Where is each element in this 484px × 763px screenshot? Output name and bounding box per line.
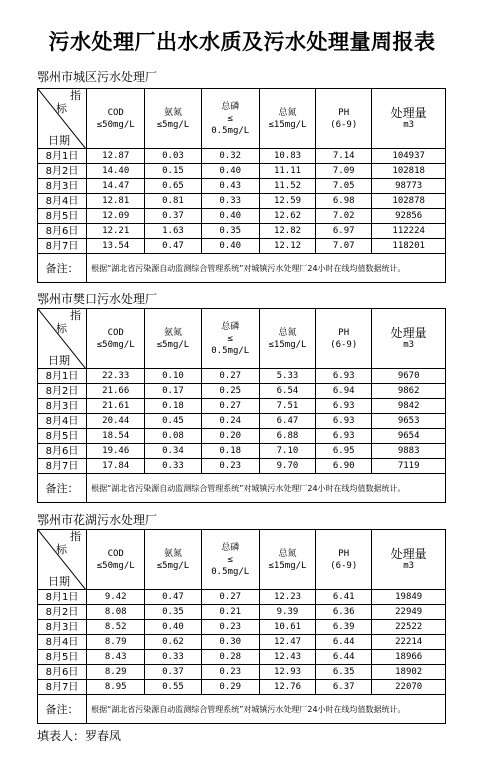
tn-cell: 12.43 — [259, 650, 315, 665]
volume-cell: 9653 — [372, 414, 446, 429]
note-text: 根据“湖北省污染源自动监测综合管理系统”对城镇污水处理厂24小时在线均值数据统计。 — [87, 695, 446, 724]
note-row — [38, 474, 446, 503]
volume-cell: 92856 — [372, 209, 446, 224]
nh3-label: 氨氮 — [163, 327, 182, 338]
header-volume — [372, 530, 446, 590]
ph-range: (6-9) — [330, 119, 358, 130]
tp-cell: 0.35 — [201, 224, 259, 239]
tp-label: 总磷 — [221, 542, 240, 553]
nh3-cell: 0.03 — [145, 149, 201, 164]
volume-cell: 22949 — [372, 605, 446, 620]
tp-cell: 0.40 — [201, 164, 259, 179]
header-row — [38, 530, 446, 590]
volume-unit: m3 — [403, 339, 415, 350]
cod-cell: 22.33 — [87, 369, 145, 384]
volume-cell: 118201 — [372, 239, 446, 254]
header-tn — [259, 309, 315, 369]
ph-range: (6-9) — [330, 339, 358, 350]
cod-limit: ≤50mg/L — [96, 560, 135, 571]
nh3-cell: 0.34 — [145, 444, 201, 459]
cod-limit: ≤50mg/L — [96, 119, 135, 130]
date-cell: 8月2日 — [38, 384, 87, 399]
header-row — [38, 309, 446, 369]
header-cod — [87, 89, 145, 149]
date-cell: 8月1日 — [38, 149, 87, 164]
tp-limit: 0.5mg/L — [211, 125, 250, 136]
tp-cell: 0.28 — [201, 650, 259, 665]
header-tn — [259, 89, 315, 149]
cod-cell: 19.46 — [87, 444, 145, 459]
nh3-cell: 1.63 — [145, 224, 201, 239]
tp-cell: 0.24 — [201, 414, 259, 429]
ph-cell: 6.95 — [316, 444, 372, 459]
table-row — [38, 224, 446, 239]
tn-cell: 12.47 — [259, 635, 315, 650]
cod-cell: 9.42 — [87, 590, 145, 605]
volume-cell: 9654 — [372, 429, 446, 444]
tn-cell: 12.12 — [259, 239, 315, 254]
cod-cell: 14.47 — [87, 179, 145, 194]
nh3-cell: 0.33 — [145, 650, 201, 665]
section-title: 鄂州市城区污水处理厂 — [37, 70, 158, 84]
ph-range: (6-9) — [330, 560, 358, 571]
date-cell: 8月6日 — [38, 665, 87, 680]
volume-unit: m3 — [403, 119, 415, 130]
date-cell: 8月6日 — [38, 224, 87, 239]
volume-label: 处理量 — [390, 105, 427, 120]
corner-zhi: 指 — [70, 89, 81, 102]
volume-cell: 9842 — [372, 399, 446, 414]
water-quality-table — [37, 88, 446, 283]
volume-cell: 9862 — [372, 384, 446, 399]
tp-label: 总磷 — [221, 101, 240, 112]
date-cell: 8月3日 — [38, 179, 87, 194]
nh3-cell: 0.17 — [145, 384, 201, 399]
cod-cell: 8.29 — [87, 665, 145, 680]
ph-cell: 6.93 — [316, 414, 372, 429]
nh3-label: 氨氮 — [163, 548, 182, 559]
ph-label: PH — [338, 107, 350, 118]
cod-cell: 12.87 — [87, 149, 145, 164]
tn-cell: 11.11 — [259, 164, 315, 179]
ph-cell: 6.37 — [316, 680, 372, 695]
tn-cell: 5.33 — [259, 369, 315, 384]
table-row — [38, 665, 446, 680]
tp-cell: 0.29 — [201, 680, 259, 695]
nh3-limit: ≤5mg/L — [156, 119, 190, 130]
water-quality-table — [37, 308, 446, 503]
table-row — [38, 429, 446, 444]
date-cell: 8月3日 — [38, 620, 87, 635]
ph-cell: 7.02 — [316, 209, 372, 224]
tp-limit: 0.5mg/L — [211, 566, 250, 577]
cod-cell: 21.66 — [87, 384, 145, 399]
tn-cell: 10.83 — [259, 149, 315, 164]
nh3-limit: ≤5mg/L — [156, 339, 190, 350]
cod-limit: ≤50mg/L — [96, 339, 135, 350]
header-cod — [87, 530, 145, 590]
tp-cell: 0.32 — [201, 149, 259, 164]
date-cell: 8月5日 — [38, 650, 87, 665]
date-cell: 8月5日 — [38, 209, 87, 224]
nh3-cell: 0.47 — [145, 590, 201, 605]
tp-cell: 0.21 — [201, 605, 259, 620]
tp-leq: ≤ — [227, 113, 233, 124]
tn-cell: 12.93 — [259, 665, 315, 680]
date-cell: 8月4日 — [38, 635, 87, 650]
volume-label: 处理量 — [390, 325, 427, 340]
ph-cell: 6.94 — [316, 384, 372, 399]
table-row — [38, 369, 446, 384]
nh3-cell: 0.08 — [145, 429, 201, 444]
tp-cell: 0.25 — [201, 384, 259, 399]
volume-cell: 98773 — [372, 179, 446, 194]
ph-cell: 7.07 — [316, 239, 372, 254]
tn-limit: ≤15mg/L — [268, 119, 307, 130]
ph-cell: 6.44 — [316, 650, 372, 665]
tp-leq: ≤ — [227, 554, 233, 565]
table-row — [38, 399, 446, 414]
date-cell: 8月4日 — [38, 194, 87, 209]
tn-cell: 6.54 — [259, 384, 315, 399]
nh3-cell: 0.81 — [145, 194, 201, 209]
cod-cell: 13.54 — [87, 239, 145, 254]
note-label: 备注： — [38, 254, 87, 283]
header-tp — [201, 530, 259, 590]
volume-cell: 18902 — [372, 665, 446, 680]
cod-cell: 17.84 — [87, 459, 145, 474]
nh3-label: 氨氮 — [163, 107, 182, 118]
corner-date: 日期 — [48, 354, 70, 367]
ph-cell: 6.36 — [316, 605, 372, 620]
tn-limit: ≤15mg/L — [268, 560, 307, 571]
cod-cell: 12.21 — [87, 224, 145, 239]
volume-cell: 18966 — [372, 650, 446, 665]
tp-cell: 0.33 — [201, 194, 259, 209]
ph-cell: 7.14 — [316, 149, 372, 164]
cod-cell: 12.81 — [87, 194, 145, 209]
table-row — [38, 149, 446, 164]
tp-cell: 0.40 — [201, 239, 259, 254]
volume-unit: m3 — [403, 560, 415, 571]
note-text: 根据“湖北省污染源自动监测综合管理系统”对城镇污水处理厂24小时在线均值数据统计。 — [87, 474, 446, 503]
nh3-cell: 0.10 — [145, 369, 201, 384]
corner-date: 日期 — [48, 575, 70, 588]
volume-cell: 9670 — [372, 369, 446, 384]
cod-cell: 8.79 — [87, 635, 145, 650]
volume-label: 处理量 — [390, 546, 427, 561]
ph-cell: 6.93 — [316, 429, 372, 444]
date-cell: 8月5日 — [38, 429, 87, 444]
tn-label: 总氮 — [278, 327, 297, 338]
cod-cell: 21.61 — [87, 399, 145, 414]
table-row — [38, 384, 446, 399]
corner-header-cell — [38, 530, 87, 590]
tp-cell: 0.27 — [201, 399, 259, 414]
nh3-cell: 0.47 — [145, 239, 201, 254]
tp-cell: 0.20 — [201, 429, 259, 444]
cod-label: COD — [107, 107, 124, 118]
nh3-cell: 0.33 — [145, 459, 201, 474]
ph-cell: 6.35 — [316, 665, 372, 680]
tn-cell: 12.76 — [259, 680, 315, 695]
table-row — [38, 620, 446, 635]
ph-cell: 6.93 — [316, 399, 372, 414]
table-row — [38, 680, 446, 695]
table-row — [38, 605, 446, 620]
ph-cell: 6.90 — [316, 459, 372, 474]
ph-cell: 7.09 — [316, 164, 372, 179]
volume-cell: 112224 — [372, 224, 446, 239]
tp-cell: 0.27 — [201, 369, 259, 384]
tn-cell: 12.62 — [259, 209, 315, 224]
tn-cell: 12.23 — [259, 590, 315, 605]
ph-cell: 6.93 — [316, 369, 372, 384]
note-label: 备注： — [38, 474, 87, 503]
table-row — [38, 164, 446, 179]
tp-cell: 0.40 — [201, 209, 259, 224]
table-row — [38, 209, 446, 224]
tn-cell: 6.47 — [259, 414, 315, 429]
tp-cell: 0.23 — [201, 665, 259, 680]
note-text: 根据“湖北省污染源自动监测综合管理系统”对城镇污水处理厂24小时在线均值数据统计。 — [87, 254, 446, 283]
date-cell: 8月4日 — [38, 414, 87, 429]
cod-cell: 8.08 — [87, 605, 145, 620]
note-label: 备注： — [38, 695, 87, 724]
cod-label: COD — [107, 548, 124, 559]
tp-label: 总磷 — [221, 321, 240, 332]
tp-leq: ≤ — [227, 333, 233, 344]
table-row — [38, 239, 446, 254]
table-row — [38, 459, 446, 474]
tn-cell: 6.88 — [259, 429, 315, 444]
volume-cell: 102878 — [372, 194, 446, 209]
volume-cell: 22522 — [372, 620, 446, 635]
date-cell: 8月2日 — [38, 605, 87, 620]
nh3-cell: 0.37 — [145, 665, 201, 680]
corner-biao: 标 — [56, 322, 67, 335]
report-title: 污水处理厂出水水质及污水处理量周报表 — [48, 29, 436, 54]
tn-cell: 11.52 — [259, 179, 315, 194]
header-tp — [201, 309, 259, 369]
date-cell: 8月1日 — [38, 590, 87, 605]
date-cell: 8月1日 — [38, 369, 87, 384]
nh3-cell: 0.15 — [145, 164, 201, 179]
table-row — [38, 414, 446, 429]
header-ph — [316, 89, 372, 149]
header-ph — [316, 530, 372, 590]
tn-label: 总氮 — [278, 548, 297, 559]
table-row — [38, 444, 446, 459]
tn-limit: ≤15mg/L — [268, 339, 307, 350]
header-row — [38, 89, 446, 149]
tp-cell: 0.30 — [201, 635, 259, 650]
header-ph — [316, 309, 372, 369]
tp-cell: 0.27 — [201, 590, 259, 605]
water-quality-table — [37, 529, 446, 724]
cod-cell: 12.09 — [87, 209, 145, 224]
date-cell: 8月7日 — [38, 239, 87, 254]
volume-cell: 19849 — [372, 590, 446, 605]
tp-cell: 0.23 — [201, 620, 259, 635]
nh3-cell: 0.45 — [145, 414, 201, 429]
header-volume — [372, 309, 446, 369]
ph-cell: 6.44 — [316, 635, 372, 650]
volume-cell: 9883 — [372, 444, 446, 459]
tp-cell: 0.23 — [201, 459, 259, 474]
tn-label: 总氮 — [278, 107, 297, 118]
header-nh3 — [145, 530, 201, 590]
header-tp — [201, 89, 259, 149]
section-title: 鄂州市花湖污水处理厂 — [37, 513, 158, 527]
corner-zhi: 指 — [70, 309, 81, 322]
cod-cell: 8.95 — [87, 680, 145, 695]
corner-biao: 标 — [56, 102, 67, 115]
date-cell: 8月7日 — [38, 459, 87, 474]
ph-cell: 6.39 — [316, 620, 372, 635]
note-row — [38, 695, 446, 724]
volume-cell: 102818 — [372, 164, 446, 179]
cod-cell: 8.43 — [87, 650, 145, 665]
volume-cell: 22070 — [372, 680, 446, 695]
nh3-cell: 0.65 — [145, 179, 201, 194]
ph-cell: 7.05 — [316, 179, 372, 194]
ph-label: PH — [338, 327, 350, 338]
filler-name: 填表人：罗春凤 — [37, 729, 122, 743]
tn-cell: 7.51 — [259, 399, 315, 414]
nh3-limit: ≤5mg/L — [156, 560, 190, 571]
ph-label: PH — [338, 548, 350, 559]
nh3-cell: 0.40 — [145, 620, 201, 635]
cod-cell: 18.54 — [87, 429, 145, 444]
table-row — [38, 194, 446, 209]
tn-cell: 7.10 — [259, 444, 315, 459]
header-cod — [87, 309, 145, 369]
cod-cell: 20.44 — [87, 414, 145, 429]
nh3-cell: 0.18 — [145, 399, 201, 414]
ph-cell: 6.97 — [316, 224, 372, 239]
table-row — [38, 650, 446, 665]
tn-cell: 9.39 — [259, 605, 315, 620]
date-cell: 8月3日 — [38, 399, 87, 414]
header-volume — [372, 89, 446, 149]
table-row — [38, 590, 446, 605]
nh3-cell: 0.35 — [145, 605, 201, 620]
cod-cell: 8.52 — [87, 620, 145, 635]
corner-header-cell — [38, 89, 87, 149]
ph-cell: 6.98 — [316, 194, 372, 209]
header-nh3 — [145, 309, 201, 369]
cod-label: COD — [107, 327, 124, 338]
table-row — [38, 179, 446, 194]
header-nh3 — [145, 89, 201, 149]
ph-cell: 6.41 — [316, 590, 372, 605]
nh3-cell: 0.37 — [145, 209, 201, 224]
tn-cell: 12.59 — [259, 194, 315, 209]
tn-cell: 10.61 — [259, 620, 315, 635]
corner-biao: 标 — [56, 543, 67, 556]
tp-cell: 0.43 — [201, 179, 259, 194]
cod-cell: 14.40 — [87, 164, 145, 179]
corner-header-cell — [38, 309, 87, 369]
date-cell: 8月6日 — [38, 444, 87, 459]
nh3-cell: 0.55 — [145, 680, 201, 695]
tn-cell: 12.82 — [259, 224, 315, 239]
corner-zhi: 指 — [70, 530, 81, 543]
volume-cell: 7119 — [372, 459, 446, 474]
volume-cell: 104937 — [372, 149, 446, 164]
tp-cell: 0.18 — [201, 444, 259, 459]
header-tn — [259, 530, 315, 590]
tp-limit: 0.5mg/L — [211, 345, 250, 356]
nh3-cell: 0.62 — [145, 635, 201, 650]
table-row — [38, 635, 446, 650]
section-title: 鄂州市樊口污水处理厂 — [37, 292, 158, 306]
tn-cell: 9.70 — [259, 459, 315, 474]
note-row — [38, 254, 446, 283]
corner-date: 日期 — [48, 134, 70, 147]
date-cell: 8月7日 — [38, 680, 87, 695]
date-cell: 8月2日 — [38, 164, 87, 179]
volume-cell: 22214 — [372, 635, 446, 650]
